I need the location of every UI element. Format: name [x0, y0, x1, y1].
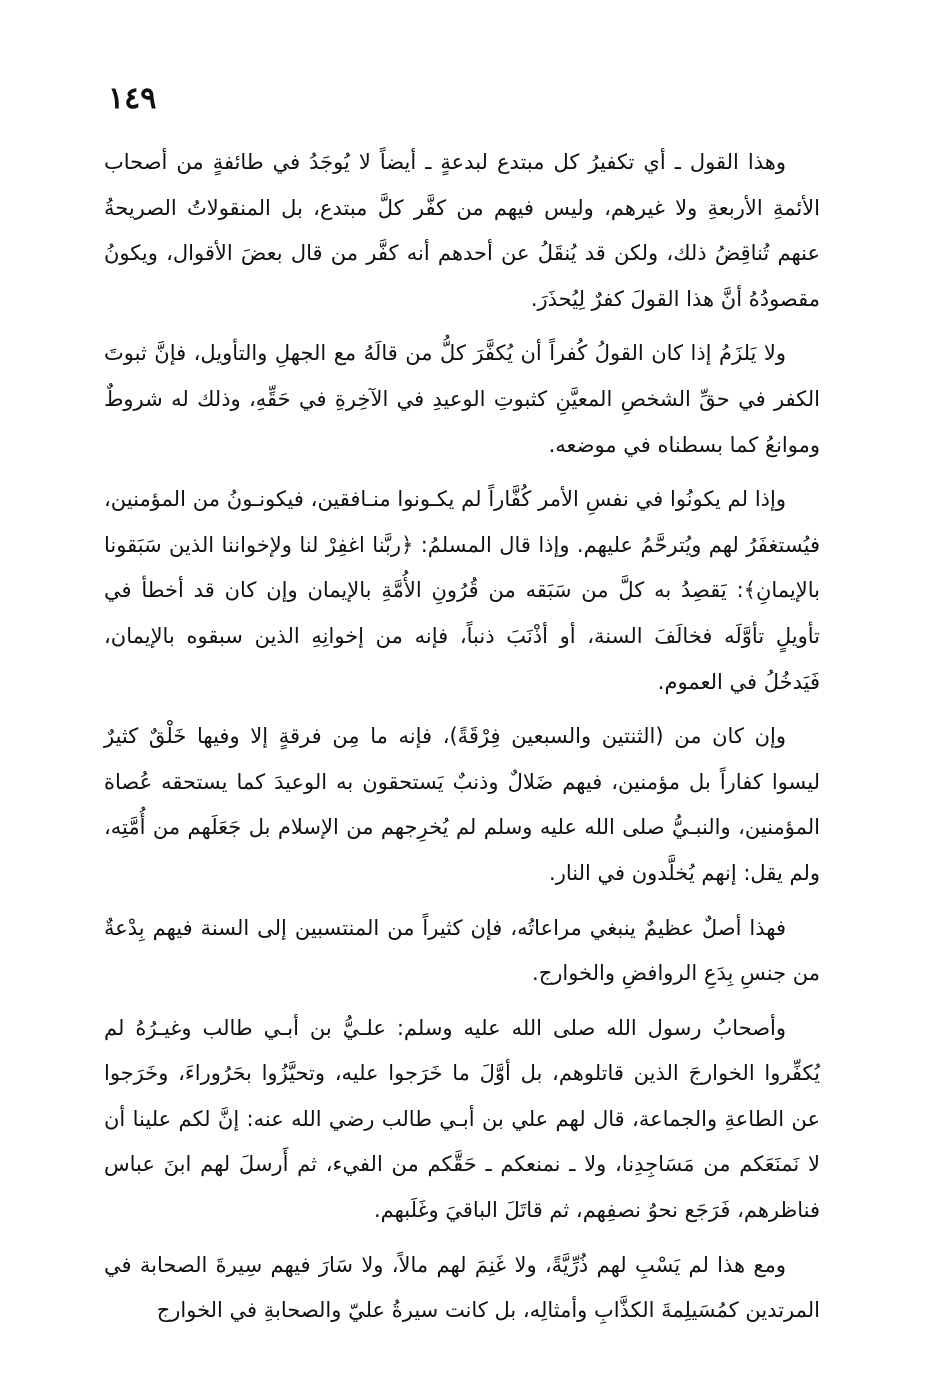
page-number: ١٤٩: [108, 81, 157, 116]
paragraph: وأصحابُ رسول الله صلى الله عليه وسلم: علـيُّ بن أبـي طالب وغيـرُهُ لم يُكفِّروا الخوارجَ الذين قاتلوهم، بل أوَّلَ ما خَرَجوا عليه، وتحيَّزُوا بحَرُوراءَ، وخَرَجوا عن الطاعةِ والجماعة، قال لهم علي بن أبـي طالب رضي الله عنه: إنَّ لكم علينا أن لا نَمنَعَكم من مَسَاجِدِنا، ولا ـ نمنعكم ـ حَقَّكم من الفيء، ثم أَرسلَ لهم ابنَ عباس فناظرهم، فَرَجَع نحوُ نصفِهم، ثم قاتَلَ الباقيَ وغَلَبهم.: [104, 1015, 820, 1223]
paragraph: وإذا لم يكونُوا في نفسِ الأمر كُفَّاراً لم يكـونوا منـافقين، فيكونـونُ من المؤمنين، فيُستغفَرُ لهم ويُترحَّمُ عليهم. وإذا قال المسلمُ: ﴿ربَّنا اغفِرْ لنا ولإخواننا الذين سَبَقونا بالإيمانِ﴾: يَقصِدُ به كلَّ من سَبَقه من قُرُونِ الأُمَّةِ بالإيمان وإن كان قد أخطأ في تأويلٍ تأوَّلَه فخالَفَ السنة، أو أذْنَبَ ذنباً، فإنه من إخوانِهِ الذين سبقوه بالإيمان، فَيَدخُلُ في العموم.: [104, 487, 820, 694]
paragraph: ومع هذا لم يَسْبِ لهم ذُرِّيَّةً، ولا غَنِمَ لهم مالاً، ولا سَارَ فيهم سِيرةَ الصحابة في المرتدين كمُسَيلِمةَ الكذَّابِ وأمثالِه، بل كانت سيرةُ عليّ والصحابةِ في الخوارج: [104, 1252, 820, 1323]
paragraph: وهذا القول ـ أي تكفيرُ كل مبتدع لبدعةٍ ـ أيضاً لا يُوجَدُ في طائفةٍ من أصحاب الأئمةِ الأربعةِ ولا غيرهم، وليس فيهم من كفَّر كلَّ مبتدع، بل المنقولاتُ الصريحةُ عنهم تُناقِضُ ذلك، ولكن قد يُنقَلُ عن أحدهم أنه كفَّر من قال بعضَ الأقوال، ويكونُ مقصودُهُ أنَّ هذا القولَ كفرٌ لِيُحذَرَ.: [104, 150, 820, 311]
paragraph: وإن كان من (الثنتين والسبعين فِرْقَةً)، فإنه ما مِن فرقةٍ إلا وفيها خَلْقٌ كثيرٌ ليسوا كفاراً بل مؤمنين، فيهم ضَلالٌ وذنبٌ يَستحقون به الوعيدَ كما يستحقه عُصاة المؤمنين، والنبـيُّ صلى الله عليه وسلم لم يُخرِجهم من الإسلام بل جَعَلَهم من أُمَّتِه، ولم يقل: إنهم يُخلَّدون في النار.: [104, 724, 820, 885]
paragraph: فهذا أصلٌ عظيمٌ ينبغي مراعاتُه، فإن كثيراً من المنتسبين إلى السنة فيهم بِدْعةٌ من جنسِ بِدَعِ الروافضِ والخوارج.: [104, 915, 820, 986]
body-text: [104, 140, 820, 1343]
paragraph: ولا يَلزَمُ إذا كان القولُ كُفراً أن يُكفَّرَ كلُّ من قالَهُ مع الجهلِ والتأويل، فإنَّ ثبوتَ الكفر في حقِّ الشخصِ المعيَّنِ كثبوتِ الوعيدِ في الآخِرةِ في حَقِّهِ، وذلك له شروطٌ وموانعُ كما بسطناه في موضعه.: [104, 341, 820, 457]
